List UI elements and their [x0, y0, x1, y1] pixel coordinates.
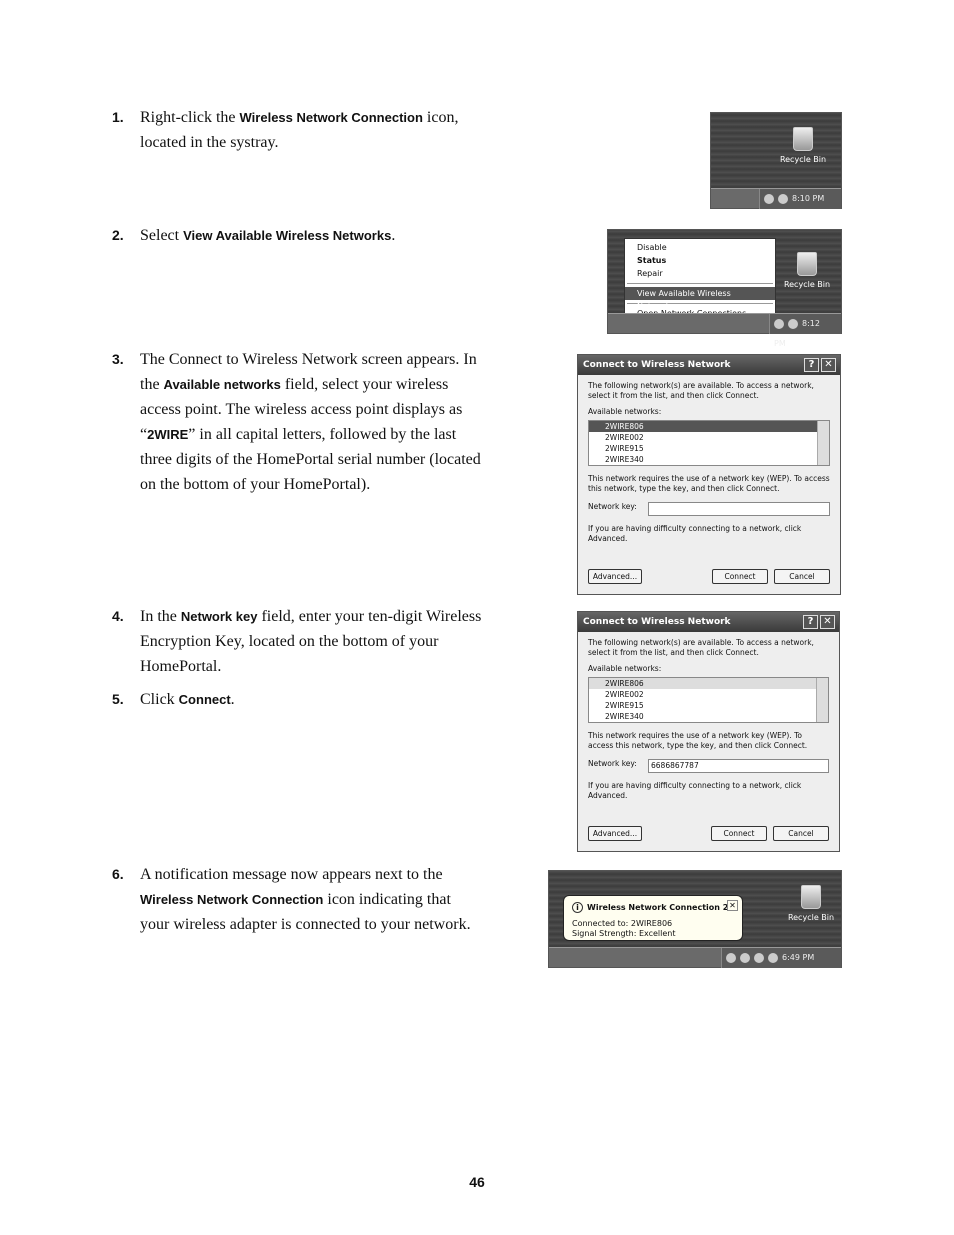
recycle-bin-icon: Recycle Bin — [775, 127, 831, 164]
dialog-intro: The following network(s) are available. To access a network, select it from the list, and then click Connect. — [588, 638, 814, 657]
wep-note: This network requires the use of a network key (WEP). To access this network, type the key, and then click Connect. — [588, 731, 808, 750]
clock: 8:12 PM — [774, 319, 820, 348]
speaker-icon — [788, 319, 798, 329]
recycle-bin-icon: Recycle Bin — [783, 885, 839, 922]
network-item[interactable]: 2WIRE915 — [605, 701, 644, 710]
balloon-title: Wireless Network Connection 2 — [587, 903, 729, 912]
dialog-title: Connect to Wireless Network — [583, 617, 731, 627]
network-key-input[interactable] — [648, 502, 830, 516]
step-number: 1. — [112, 109, 124, 125]
list-scrollbar[interactable] — [816, 678, 828, 722]
network-item[interactable]: 2WIRE340 — [605, 455, 644, 464]
step-text: A notification message now appears next to the Wireless Network Connection icon indicating that your wireless adapter is connected to your network. — [140, 866, 471, 933]
speaker-icon — [778, 194, 788, 204]
step-2 — [112, 223, 482, 248]
wep-note: This network requires the use of a network key (WEP). To access this network, type the key, and then click Connect. — [588, 474, 830, 493]
advanced-button[interactable]: Advanced... — [588, 569, 642, 584]
step-text: In the Network key field, enter your ten-digit Wireless Encryption Key, located on the bottom of your HomePortal. — [140, 608, 482, 675]
step-number: 2. — [112, 227, 124, 243]
connect-button[interactable]: Connect — [711, 826, 767, 841]
list-scrollbar[interactable] — [817, 421, 829, 465]
menu-divider — [627, 283, 773, 284]
system-tray — [721, 948, 841, 968]
taskbar — [711, 188, 841, 208]
menu-item-repair[interactable]: Repair — [637, 269, 663, 278]
connect-button[interactable]: Connect — [712, 569, 768, 584]
screenshot-systray — [710, 112, 842, 209]
dialog-title-bar — [578, 612, 839, 632]
step-text: The Connect to Wireless Network screen appears. In the Available networks field, select your wireless access point. The wireless access point displays as “2WIRE” in all capital letters, followed by the last three digits of the HomePortal serial number (located on the bottom of your HomePortal). — [140, 351, 481, 493]
help-button[interactable]: ? — [803, 615, 818, 629]
wireless-network-icon — [774, 319, 784, 329]
notification-balloon[interactable] — [563, 895, 743, 941]
network-item[interactable]: 2WIRE002 — [605, 690, 644, 699]
dialog-title: Connect to Wireless Network — [583, 360, 731, 370]
wireless-network-icon — [764, 194, 774, 204]
step-number: 3. — [112, 351, 124, 367]
step-number: 5. — [112, 691, 124, 707]
available-networks-list[interactable] — [588, 677, 829, 723]
network-key-input[interactable]: 6686867787 — [648, 759, 829, 773]
menu-item-disable[interactable]: Disable — [637, 243, 667, 252]
menu-item-view-networks[interactable]: View Available Wireless Networks — [625, 287, 775, 300]
balloon-connected: Connected to: 2WIRE806 — [572, 919, 673, 928]
cancel-button[interactable]: Cancel — [773, 826, 829, 841]
system-tray — [769, 314, 841, 348]
step-3 — [112, 347, 482, 497]
screenshot-connect-dialog-key — [577, 611, 840, 852]
speaker-icon — [768, 953, 778, 963]
cancel-button[interactable]: Cancel — [774, 569, 830, 584]
clock: 6:49 PM — [782, 953, 815, 962]
step-text: Select View Available Wireless Networks. — [140, 227, 396, 244]
taskbar — [608, 313, 841, 348]
help-button[interactable]: ? — [804, 358, 819, 372]
dialog-intro: The following network(s) are available. To access a network, select it from the list, and then click Connect. — [588, 381, 814, 400]
clock: 8:10 PM — [792, 194, 825, 203]
info-icon: i — [572, 902, 583, 913]
network-item[interactable]: 2WIRE002 — [605, 433, 644, 442]
system-tray — [759, 189, 841, 209]
network-key-label: Network key: — [588, 759, 637, 768]
available-networks-label: Available networks: — [588, 664, 662, 673]
dialog-title-bar — [578, 355, 840, 375]
page-number: 46 — [469, 1174, 485, 1190]
trouble-note: If you are having difficulty connecting to a network, click Advanced. — [588, 781, 802, 800]
network-key-label: Network key: — [588, 502, 637, 511]
screenshot-notification — [548, 870, 842, 968]
close-icon[interactable]: ✕ — [727, 900, 738, 911]
network-item[interactable]: 2WIRE915 — [605, 444, 644, 453]
balloon-signal: Signal Strength: Excellent — [572, 929, 676, 938]
menu-item-status[interactable]: Status — [637, 256, 667, 265]
wireless-context-menu — [624, 238, 776, 323]
taskbar — [549, 947, 841, 967]
tray-icon — [754, 953, 764, 963]
step-4 — [112, 604, 482, 679]
screenshot-context-menu — [607, 229, 842, 348]
close-button[interactable]: ✕ — [820, 615, 835, 629]
available-networks-label: Available networks: — [588, 407, 662, 416]
advanced-button[interactable]: Advanced... — [588, 826, 642, 841]
step-number: 6. — [112, 866, 124, 882]
step-6 — [112, 862, 482, 937]
network-item[interactable]: 2WIRE806 — [589, 421, 829, 432]
step-number: 4. — [112, 608, 124, 624]
close-button[interactable]: ✕ — [821, 358, 836, 372]
step-5 — [112, 687, 482, 712]
step-1 — [112, 105, 482, 155]
wireless-network-icon — [726, 953, 736, 963]
tray-icon — [740, 953, 750, 963]
network-item[interactable]: 2WIRE806 — [589, 678, 828, 689]
recycle-bin-icon: Recycle Bin — [779, 252, 835, 289]
available-networks-list[interactable] — [588, 420, 830, 466]
step-text: Click Connect. — [140, 691, 235, 708]
screenshot-connect-dialog — [577, 354, 841, 595]
trouble-note: If you are having difficulty connecting to a network, click Advanced. — [588, 524, 802, 543]
network-item[interactable]: 2WIRE340 — [605, 712, 644, 721]
step-text: Right-click the Wireless Network Connection icon, located in the systray. — [140, 109, 459, 151]
